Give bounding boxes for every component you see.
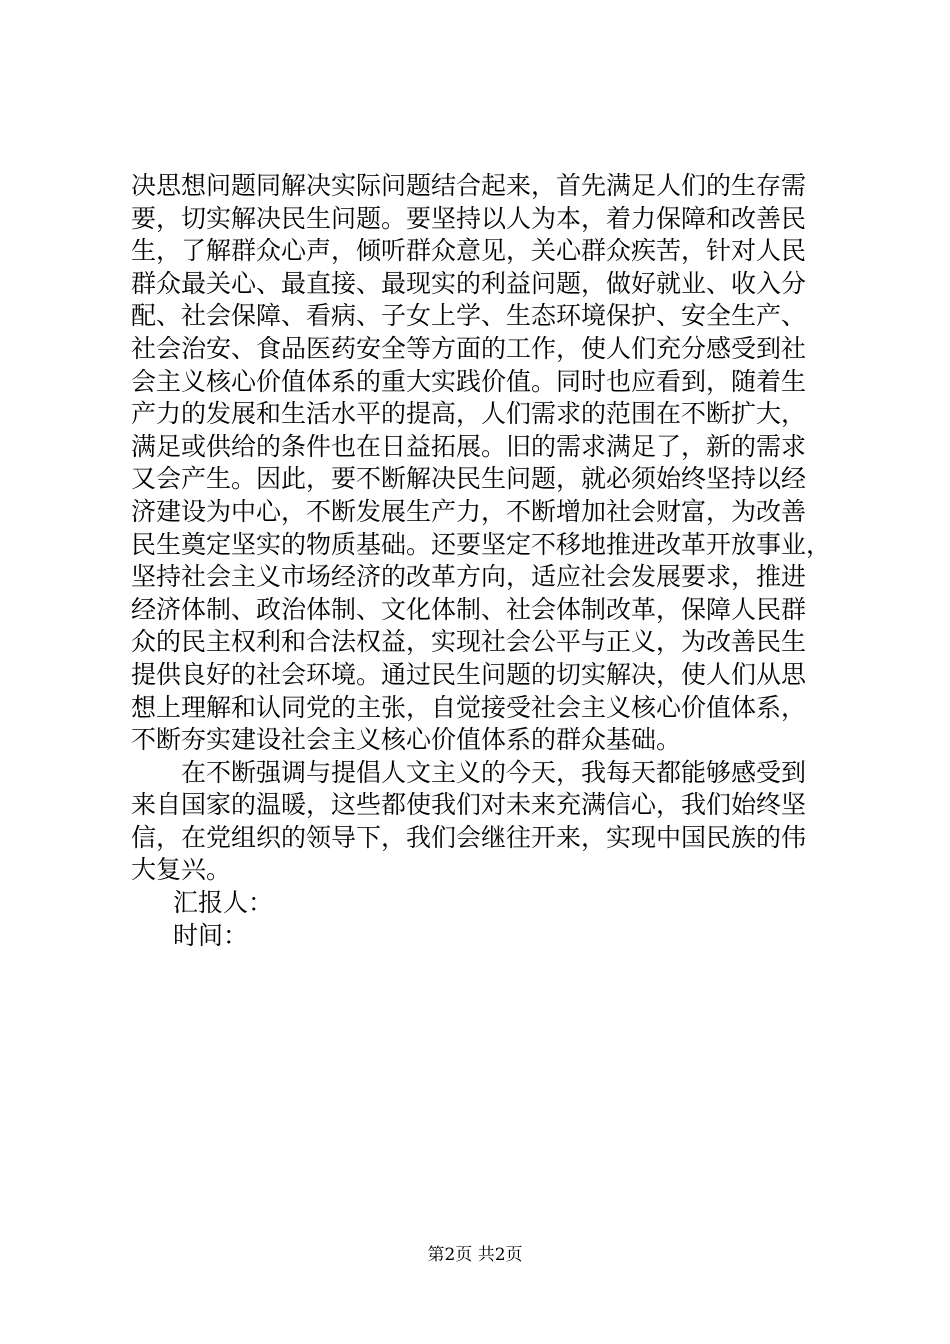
text-line: 众的民主权利和合法权益，实现社会公平与正义，为改善民生 xyxy=(131,627,807,657)
text-line: 经济体制、政治体制、文化体制、社会体制改革，保障人民群 xyxy=(131,594,807,624)
text-line: 在不断强调与提倡人文主义的今天，我每天都能够感受到 xyxy=(181,757,807,787)
reporter-label: 汇报人： xyxy=(173,888,274,918)
page-footer xyxy=(0,1244,950,1266)
time-label: 时间： xyxy=(173,920,249,950)
paragraph-1 xyxy=(131,170,831,757)
text-line: 济建设为中心，不断发展生产力，不断增加社会财富，为改善 xyxy=(131,496,807,526)
text-line: 大复兴。 xyxy=(131,855,232,885)
text-line: 又会产生。因此，要不断解决民生问题，就必须始终坚持以经 xyxy=(131,464,807,494)
text-line: 社会治安、食品医药安全等方面的工作，使人们充分感受到社 xyxy=(131,333,807,363)
text-line: 产力的发展和生活水平的提高，人们需求的范围在不断扩大， xyxy=(131,399,807,429)
text-line: 决思想问题同解决实际问题结合起来，首先满足人们的生存需 xyxy=(131,171,807,200)
text-line: 信，在党组织的领导下，我们会继往开来，实现中国民族的伟 xyxy=(131,822,807,852)
page-number: 第2页 共2页 xyxy=(427,1245,523,1265)
text-line: 来自国家的温暖，这些都使我们对未来充满信心，我们始终坚 xyxy=(131,790,807,820)
text-line: 配、社会保障、看病、子女上学、生态环境保护、安全生产、 xyxy=(131,301,807,331)
text-line: 民生奠定坚实的物质基础。还要坚定不移地推进改革开放事业， xyxy=(131,529,832,559)
text-line: 群众最关心、最直接、最现实的利益问题，做好就业、收入分 xyxy=(131,268,807,298)
paragraph-2 xyxy=(131,757,831,887)
text-line: 满足或供给的条件也在日益拓展。旧的需求满足了，新的需求 xyxy=(131,431,807,461)
text-line: 想上理解和认同党的主张，自觉接受社会主义核心价值体系， xyxy=(131,692,807,722)
document-body xyxy=(131,170,831,952)
text-line: 不断夯实建设社会主义核心价值体系的群众基础。 xyxy=(131,725,682,755)
text-line: 生，了解群众心声，倾听群众意见，关心群众疾苦，针对人民 xyxy=(131,236,807,266)
text-line: 提供良好的社会环境。通过民生问题的切实解决，使人们从思 xyxy=(131,659,807,689)
text-line: 坚持社会主义市场经济的改革方向，适应社会发展要求，推进 xyxy=(131,562,807,592)
text-line: 要，切实解决民生问题。要坚持以人为本，着力保障和改善民 xyxy=(131,203,807,233)
text-line: 会主义核心价值体系的重大实践价值。同时也应看到，随着生 xyxy=(131,366,807,396)
